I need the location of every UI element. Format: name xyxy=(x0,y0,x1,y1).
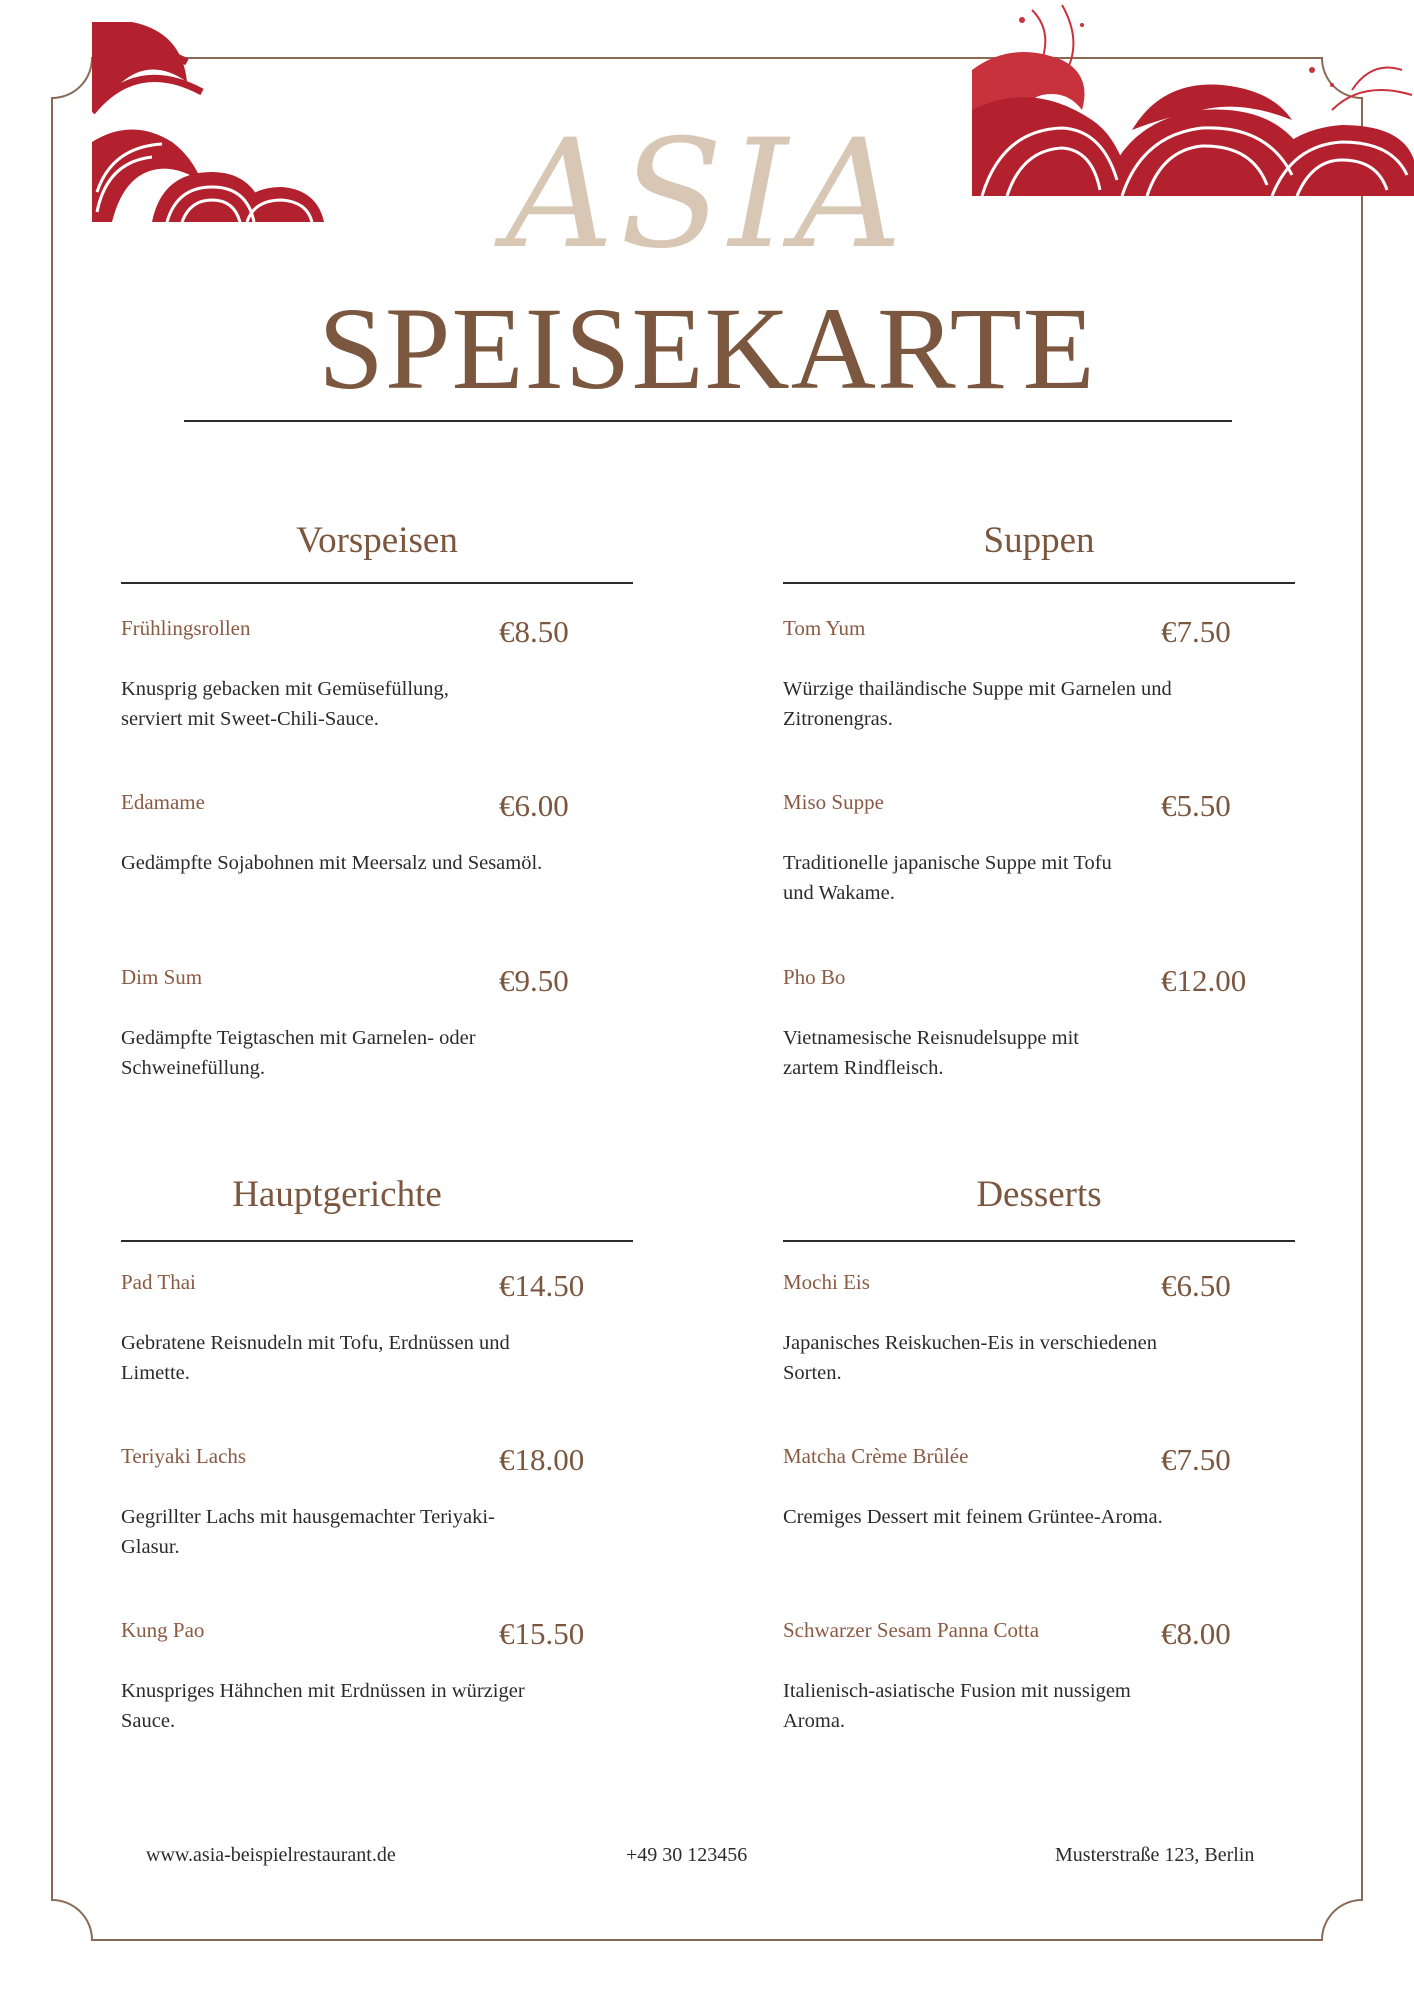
item-price: €7.50 xyxy=(1161,1442,1231,1477)
item-price: €6.00 xyxy=(499,788,569,823)
menu-item xyxy=(121,1618,633,1788)
item-description-line: Vietnamesische Reisnudelsuppe mit xyxy=(783,1027,1079,1049)
item-description-line: serviert mit Sweet-Chili-Sauce. xyxy=(121,708,379,730)
script-title: ASIA xyxy=(505,108,909,282)
item-description xyxy=(783,1328,1283,1388)
menu-item xyxy=(783,1618,1295,1788)
item-description xyxy=(121,674,621,734)
item-description xyxy=(783,848,1283,908)
item-name: Tom Yum xyxy=(783,616,866,640)
menu-item xyxy=(783,965,1295,1135)
item-name: Edamame xyxy=(121,790,205,814)
menu-item xyxy=(121,1444,633,1614)
item-description xyxy=(783,1676,1283,1736)
item-description xyxy=(121,1676,621,1736)
item-description-line: Knuspriges Hähnchen mit Erdnüssen in würziger xyxy=(121,1680,525,1702)
item-price: €18.00 xyxy=(499,1442,585,1477)
item-description-line: Knusprig gebacken mit Gemüsefüllung, xyxy=(121,678,449,700)
item-description xyxy=(121,1328,621,1388)
item-description-line: Gegrillter Lachs mit hausgemachter Teriyaki- xyxy=(121,1506,495,1528)
item-description-line: Sauce. xyxy=(121,1710,176,1732)
item-description-line: Gedämpfte Sojabohnen mit Meersalz und Sesamöl. xyxy=(121,852,543,874)
section-divider xyxy=(783,1240,1295,1242)
item-price: €14.50 xyxy=(499,1268,585,1303)
item-name: Frühlingsrollen xyxy=(121,616,251,640)
item-description-line: zartem Rindfleisch. xyxy=(783,1057,944,1079)
item-description-line: Cremiges Dessert mit feinem Grüntee-Aroma. xyxy=(783,1506,1163,1528)
item-description-line: und Wakame. xyxy=(783,882,895,904)
title-divider xyxy=(184,420,1232,422)
footer-website[interactable]: www.asia-beispielrestaurant.de xyxy=(146,1844,396,1866)
item-price: €5.50 xyxy=(1161,788,1231,823)
item-price: €7.50 xyxy=(1161,614,1231,649)
section-title: Suppen xyxy=(983,520,1095,561)
item-description-line: Zitronengras. xyxy=(783,708,893,730)
item-name: Miso Suppe xyxy=(783,790,884,814)
footer-phone: +49 30 123456 xyxy=(626,1844,748,1866)
item-price: €12.00 xyxy=(1161,963,1247,998)
item-name: Pad Thai xyxy=(121,1270,196,1294)
item-price: €15.50 xyxy=(499,1616,585,1651)
item-name: Mochi Eis xyxy=(783,1270,870,1294)
item-price: €6.50 xyxy=(1161,1268,1231,1303)
section-hauptgerichte xyxy=(121,1176,633,1746)
item-price: €8.50 xyxy=(499,614,569,649)
item-description-line: Traditionelle japanische Suppe mit Tofu xyxy=(783,852,1112,874)
menu-item xyxy=(121,616,633,786)
section-title: Vorspeisen xyxy=(296,520,458,561)
item-description xyxy=(783,1023,1283,1083)
item-name: Kung Pao xyxy=(121,1618,205,1642)
item-name: Teriyaki Lachs xyxy=(121,1444,247,1468)
item-description xyxy=(121,1023,621,1083)
item-description-line: Sorten. xyxy=(783,1362,842,1384)
item-description-line: Glasur. xyxy=(121,1536,180,1558)
section-desserts xyxy=(783,1176,1295,1746)
item-description xyxy=(121,848,621,878)
section-title: Desserts xyxy=(976,1174,1102,1215)
item-description-line: Schweinefüllung. xyxy=(121,1057,266,1079)
item-description xyxy=(121,1502,621,1562)
section-divider xyxy=(121,582,633,584)
item-name: Pho Bo xyxy=(783,965,846,989)
item-description-line: Italienisch-asiatische Fusion mit nussigem xyxy=(783,1680,1131,1702)
item-description-line: Japanisches Reiskuchen-Eis in verschiedenen xyxy=(783,1332,1158,1354)
footer-address: Musterstraße 123, Berlin xyxy=(1055,1844,1255,1866)
menu-item xyxy=(783,1444,1295,1614)
menu-item xyxy=(783,1270,1295,1440)
menu-item xyxy=(783,790,1295,960)
item-description-line: Aroma. xyxy=(783,1710,846,1732)
menu-item xyxy=(121,1270,633,1440)
section-title: Hauptgerichte xyxy=(232,1174,442,1215)
item-name: Schwarzer Sesam Panna Cotta xyxy=(783,1618,1040,1642)
page-title: SPEISEKARTE xyxy=(318,283,1096,414)
item-description-line: Gedämpfte Teigtaschen mit Garnelen- oder xyxy=(121,1027,476,1049)
item-description xyxy=(783,1502,1283,1532)
menu-item xyxy=(783,616,1295,786)
item-price: €8.00 xyxy=(1161,1616,1231,1651)
item-name: Matcha Crème Brûlée xyxy=(783,1444,969,1468)
menu-item xyxy=(121,965,633,1135)
section-vorspeisen xyxy=(121,522,633,1082)
menu-item xyxy=(121,790,633,960)
item-price: €9.50 xyxy=(499,963,569,998)
item-description-line: Gebratene Reisnudeln mit Tofu, Erdnüssen und xyxy=(121,1332,510,1354)
item-name: Dim Sum xyxy=(121,965,203,989)
section-divider xyxy=(121,1240,633,1242)
section-divider xyxy=(783,582,1295,584)
item-description-line: Würzige thailändische Suppe mit Garnelen und xyxy=(783,678,1172,700)
item-description xyxy=(783,674,1283,734)
section-suppen xyxy=(783,522,1295,1082)
item-description-line: Limette. xyxy=(121,1362,190,1384)
